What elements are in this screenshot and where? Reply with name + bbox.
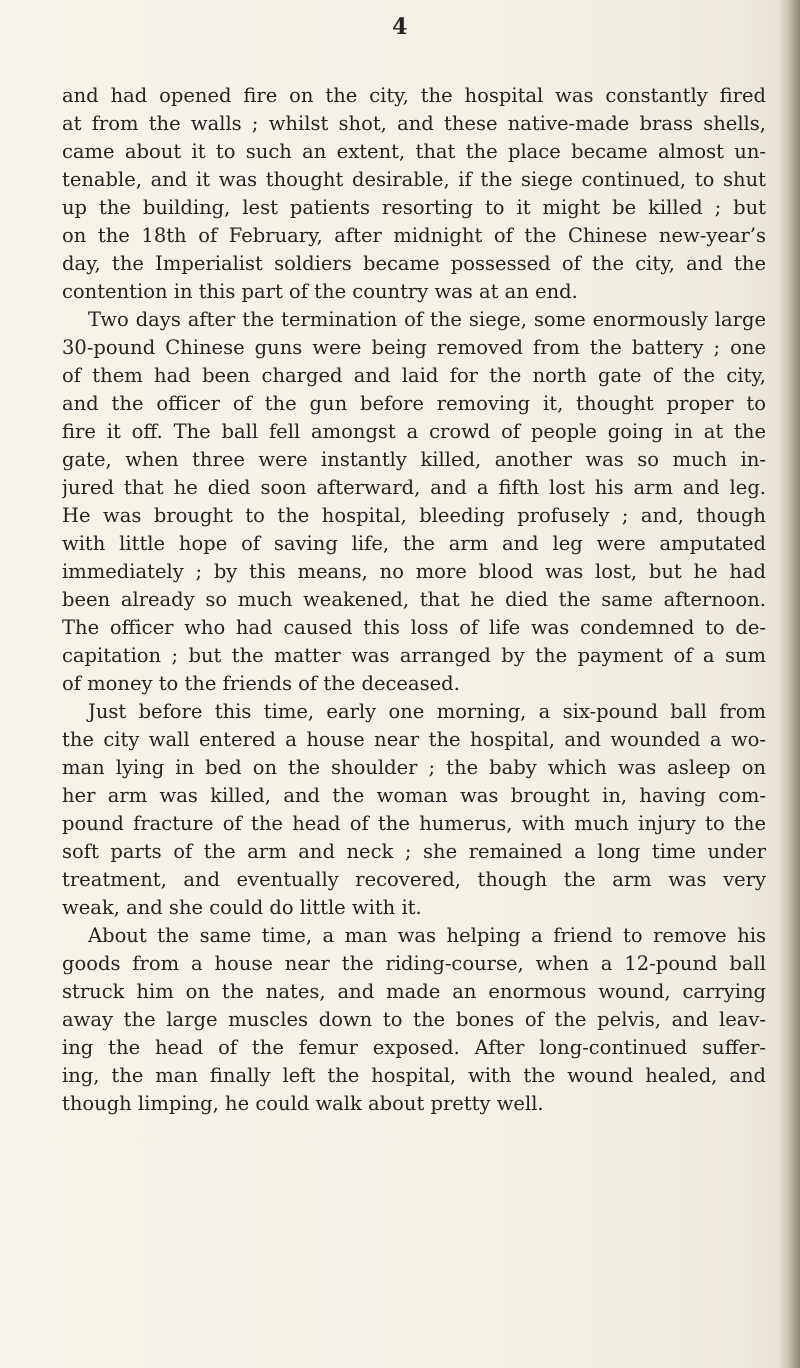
text-line: day, the Imperialist soldiers became possessed of the city, and the: [62, 252, 766, 275]
text-line: jured that he died soon afterward, and a fifth lost his arm and leg.: [62, 476, 766, 499]
text-line: pound fracture of the head of the humerus, with much injury to the: [62, 812, 766, 835]
text-line: her arm was killed, and the woman was brought in, having com-: [62, 784, 766, 807]
text-line: goods from a house near the riding-course, when a 12-pound ball: [62, 952, 766, 975]
text-line: fire it off. The ball fell amongst a crowd of people going in at the: [62, 420, 766, 443]
text-line: Two days after the termination of the siege, some enormously large: [88, 308, 766, 331]
text-line: gate, when three were instantly killed, another was so much in-: [62, 448, 766, 471]
text-line: though limping, he could walk about pretty well.: [62, 1092, 544, 1115]
page-edge-shadow: [778, 0, 800, 1368]
text-line: immediately ; by this means, no more blood was lost, but he had: [62, 560, 766, 583]
text-line: The officer who had caused this loss of life was condemned to de-: [62, 616, 766, 639]
text-line: the city wall entered a house near the hospital, and wounded a wo-: [62, 728, 766, 751]
text-line: and the officer of the gun before removing it, thought proper to: [62, 392, 766, 415]
text-line: weak, and she could do little with it.: [62, 896, 422, 919]
text-line: tenable, and it was thought desirable, if the siege continued, to shut: [62, 168, 766, 191]
body-text: [62, 82, 766, 1118]
text-line: came about it to such an extent, that the place became almost un-: [62, 140, 766, 163]
text-line: Just before this time, early one morning, a six-pound ball from: [88, 700, 766, 723]
text-line: capitation ; but the matter was arranged by the payment of a sum: [62, 644, 766, 667]
text-line: ing, the man finally left the hospital, with the wound healed, and: [62, 1064, 766, 1087]
text-line: away the large muscles down to the bones of the pelvis, and leav-: [62, 1008, 766, 1031]
text-line: of them had been charged and laid for the north gate of the city,: [62, 364, 766, 387]
page-number: 4: [392, 14, 408, 40]
text-line: contention in this part of the country was at an end.: [62, 280, 578, 303]
text-line: of money to the friends of the deceased.: [62, 672, 460, 695]
text-line: been already so much weakened, that he died the same afternoon.: [62, 588, 766, 611]
text-line: soft parts of the arm and neck ; she remained a long time under: [62, 840, 766, 863]
text-line: and had opened fire on the city, the hospital was constantly fired: [62, 84, 766, 107]
text-line: About the same time, a man was helping a friend to remove his: [88, 924, 766, 947]
text-line: at from the walls ; whilst shot, and these native-made brass shells,: [62, 112, 766, 135]
text-line: with little hope of saving life, the arm and leg were amputated: [62, 532, 766, 555]
text-line: ing the head of the femur exposed. After long-continued suffer-: [62, 1036, 766, 1059]
text-line: man lying in bed on the shoulder ; the baby which was asleep on: [62, 756, 766, 779]
text-line: He was brought to the hospital, bleeding profusely ; and, though: [62, 504, 766, 527]
text-line: on the 18th of February, after midnight of the Chinese new-year’s: [62, 224, 766, 247]
text-line: treatment, and eventually recovered, though the arm was very: [62, 868, 766, 891]
text-line: struck him on the nates, and made an enormous wound, carrying: [62, 980, 766, 1003]
text-line: up the building, lest patients resorting to it might be killed ; but: [62, 196, 766, 219]
text-line: 30-pound Chinese guns were being removed from the battery ; one: [62, 336, 766, 359]
